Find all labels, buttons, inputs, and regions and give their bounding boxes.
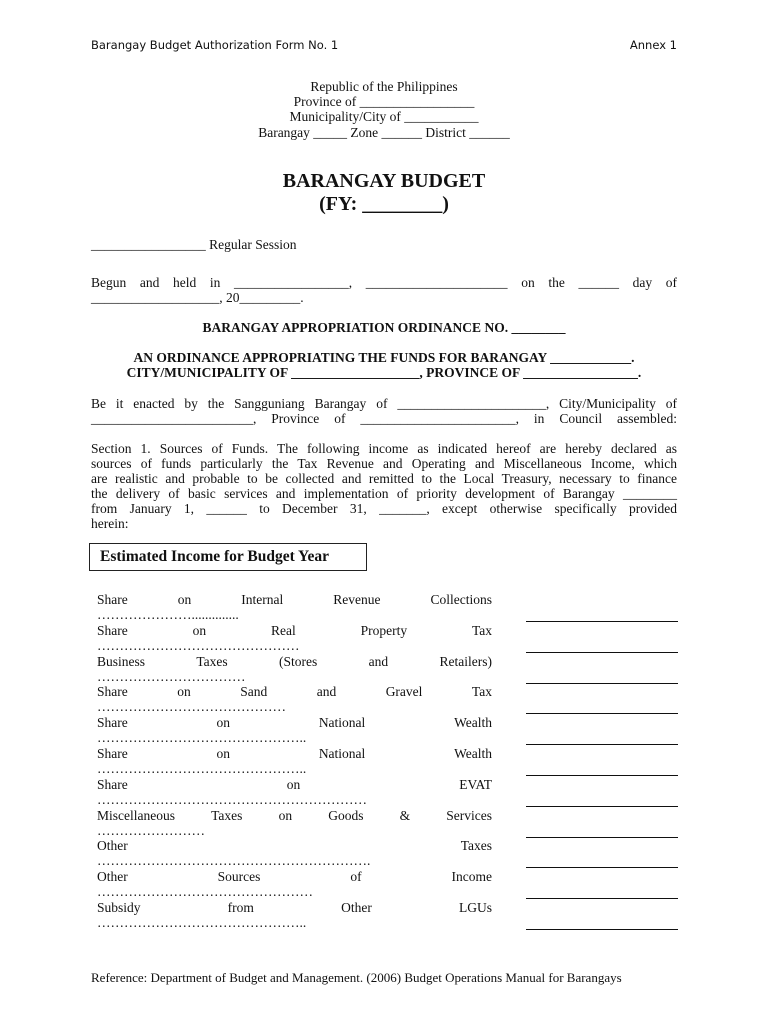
document-title bbox=[0, 170, 768, 216]
income-item-word: Wealth bbox=[454, 745, 492, 761]
income-item-leader-dots: …………………………………………………… bbox=[97, 791, 367, 807]
income-item-word: Sources bbox=[217, 869, 261, 885]
income-item-word: Other bbox=[97, 838, 128, 854]
ordinance-number: BARANGAY APPROPRIATION ORDINANCE NO. ________ bbox=[202, 320, 566, 335]
income-item-word: on bbox=[278, 807, 293, 823]
income-item bbox=[97, 715, 492, 746]
income-item-word: Sand bbox=[240, 684, 268, 700]
section-1-line: from January 1, ______ to December 31, _______, except otherwise specifically provided bbox=[91, 501, 677, 516]
income-item-word: Taxes bbox=[196, 653, 228, 669]
province-line: Province of _________________ bbox=[293, 94, 475, 110]
income-item-word: from bbox=[227, 899, 254, 915]
section-1-line: are realistic and probable to be collected and remitted to the Local Treasury, necessary to finance bbox=[91, 471, 677, 486]
form-title: Barangay Budget Authorization Form No. 1 bbox=[91, 38, 339, 52]
income-item-word: on bbox=[177, 684, 191, 700]
income-items-list bbox=[97, 592, 492, 931]
income-item-word: & bbox=[399, 807, 411, 823]
income-item-word: Services bbox=[446, 807, 492, 823]
income-item-word: Business bbox=[97, 653, 146, 669]
income-item-word: Retailers) bbox=[439, 653, 492, 669]
enacted-paragraph bbox=[91, 396, 677, 426]
income-item-word: and bbox=[368, 653, 389, 669]
income-item-leader-dots: …………………… bbox=[97, 822, 205, 838]
income-item-word: Share bbox=[97, 715, 128, 731]
income-item-leader-dots: …………………………………… bbox=[97, 699, 286, 715]
income-item-word: Share bbox=[97, 684, 128, 700]
income-item bbox=[97, 623, 492, 654]
income-item-label bbox=[97, 715, 492, 730]
income-item-word: Share bbox=[97, 776, 128, 792]
income-item-word: on bbox=[216, 715, 231, 731]
income-item-leader-dots: …………………………… bbox=[97, 668, 246, 684]
income-item-word: Taxes bbox=[460, 838, 492, 854]
income-item-leader-dots: ……………………………………….. bbox=[97, 914, 307, 930]
begun-line-2: ___________________, 20_________. bbox=[91, 290, 304, 305]
income-item-leader-dots: ……………………………………………………. bbox=[97, 853, 371, 869]
income-item bbox=[97, 777, 492, 808]
amount-blank-line[interactable] bbox=[526, 808, 678, 839]
income-item-word: Wealth bbox=[454, 715, 492, 731]
income-item-word: Income bbox=[451, 869, 492, 885]
amount-blank-line[interactable] bbox=[526, 838, 678, 869]
section-1-line: sources of funds particularly the Tax Revenue and Operating and Miscellaneous Income, which bbox=[91, 456, 677, 471]
income-item-label bbox=[97, 684, 492, 699]
annex-label: Annex 1 bbox=[629, 38, 677, 52]
income-amount-lines bbox=[526, 592, 678, 931]
income-item-word: of bbox=[350, 869, 362, 885]
income-item bbox=[97, 654, 492, 685]
income-item-label bbox=[97, 777, 492, 792]
income-item-word: Gravel bbox=[385, 684, 423, 700]
income-item-leader-dots: ……………………………………… bbox=[97, 637, 300, 653]
income-item-label bbox=[97, 654, 492, 669]
income-item bbox=[97, 684, 492, 715]
income-item-label bbox=[97, 808, 492, 823]
municipality-line: Municipality/City of ___________ bbox=[289, 109, 479, 125]
amount-blank-line[interactable] bbox=[526, 900, 678, 931]
amount-blank-line[interactable] bbox=[526, 746, 678, 777]
income-item-leader-dots: ……………………………………….. bbox=[97, 760, 307, 776]
income-item-word: Other bbox=[97, 869, 128, 885]
income-item-word: Property bbox=[360, 622, 408, 638]
income-item-word: and bbox=[316, 684, 337, 700]
section-1-last-line: herein: bbox=[91, 516, 129, 531]
amount-blank-line[interactable] bbox=[526, 777, 678, 808]
income-item-leader-dots: ………………………………………… bbox=[97, 884, 313, 900]
income-item-label bbox=[97, 838, 492, 853]
address-block bbox=[0, 79, 768, 140]
enacted-line-2: ________________________, Province of _______________________, in Council assembled: bbox=[91, 411, 677, 426]
income-item-leader-dots: ……………………………………….. bbox=[97, 730, 307, 746]
income-item bbox=[97, 592, 492, 623]
income-item-word: Share bbox=[97, 592, 128, 607]
income-item-word: Subsidy bbox=[97, 899, 141, 915]
amount-blank-line[interactable] bbox=[526, 592, 678, 623]
income-item-word: Miscellaneous bbox=[97, 807, 175, 823]
begun-line-1: Begun and held in _________________, _____________________ on the ______ day of bbox=[91, 275, 677, 290]
income-item-word: Collections bbox=[430, 592, 492, 607]
income-item-word: National bbox=[318, 745, 366, 761]
income-item-word: Internal bbox=[241, 592, 284, 607]
income-item bbox=[97, 746, 492, 777]
income-item-word: Share bbox=[97, 745, 128, 761]
section-1-line: the delivery of basic services and implementation of priority development of Barangay ________ bbox=[91, 486, 677, 501]
income-item-word: Other bbox=[341, 899, 372, 915]
ordinance-title-line-2: CITY/MUNICIPALITY OF ___________________, PROVINCE OF _________________. bbox=[126, 365, 642, 380]
amount-blank-line[interactable] bbox=[526, 869, 678, 900]
reference-note: Reference: Department of Budget and Management. (2006) Budget Operations Manual for Barangays bbox=[91, 970, 622, 985]
section-1-line: Section 1. Sources of Funds. The following income as indicated hereof are hereby declared as bbox=[91, 441, 677, 456]
begun-paragraph bbox=[91, 275, 677, 305]
income-item-label bbox=[97, 592, 492, 607]
income-item bbox=[97, 808, 492, 839]
page-header bbox=[91, 38, 677, 52]
regular-session: _________________ Regular Session bbox=[91, 237, 297, 252]
income-item-label bbox=[97, 746, 492, 761]
income-item bbox=[97, 838, 492, 869]
estimated-income-box bbox=[89, 543, 367, 571]
amount-blank-line[interactable] bbox=[526, 715, 678, 746]
amount-blank-line[interactable] bbox=[526, 623, 678, 654]
income-item-word: (Stores bbox=[279, 653, 318, 669]
income-item-word: EVAT bbox=[459, 776, 492, 792]
amount-blank-line[interactable] bbox=[526, 654, 678, 685]
income-item-label bbox=[97, 623, 492, 638]
income-item-word: Tax bbox=[471, 684, 492, 700]
estimated-income-heading: Estimated Income for Budget Year bbox=[100, 548, 330, 565]
enacted-line-1: Be it enacted by the Sangguniang Barangay of ______________________, City/Municipality of bbox=[91, 396, 677, 411]
republic-line: Republic of the Philippines bbox=[310, 79, 458, 94]
income-item bbox=[97, 869, 492, 900]
income-item-word: Taxes bbox=[211, 807, 243, 823]
income-item-word: LGUs bbox=[458, 899, 492, 915]
income-item-word: Goods bbox=[328, 807, 364, 823]
income-item-word: National bbox=[318, 715, 366, 731]
income-item-word: Share bbox=[97, 622, 128, 638]
title-line-2: (FY: ________) bbox=[319, 193, 449, 215]
section-1-paragraph bbox=[91, 441, 677, 531]
income-item-label bbox=[97, 869, 492, 884]
amount-blank-line[interactable] bbox=[526, 684, 678, 715]
income-item-word: Revenue bbox=[333, 592, 381, 607]
income-item-word: on bbox=[192, 622, 207, 638]
income-item-word: on bbox=[216, 745, 231, 761]
income-item-leader-dots: ………………….............. bbox=[97, 607, 239, 622]
ordinance-title-line-1: AN ORDINANCE APPROPRIATING THE FUNDS FOR BARANGAY ____________. bbox=[133, 350, 635, 365]
barangay-line: Barangay _____ Zone ______ District ______ bbox=[258, 124, 510, 140]
income-item-word: Real bbox=[270, 622, 296, 638]
income-item-word: on bbox=[177, 592, 192, 607]
ordinance-title bbox=[91, 350, 677, 380]
income-item-word: Tax bbox=[471, 622, 492, 638]
income-item-label bbox=[97, 900, 492, 915]
title-line-1: BARANGAY BUDGET bbox=[282, 170, 486, 192]
income-item-word: on bbox=[286, 776, 301, 792]
income-item bbox=[97, 900, 492, 931]
